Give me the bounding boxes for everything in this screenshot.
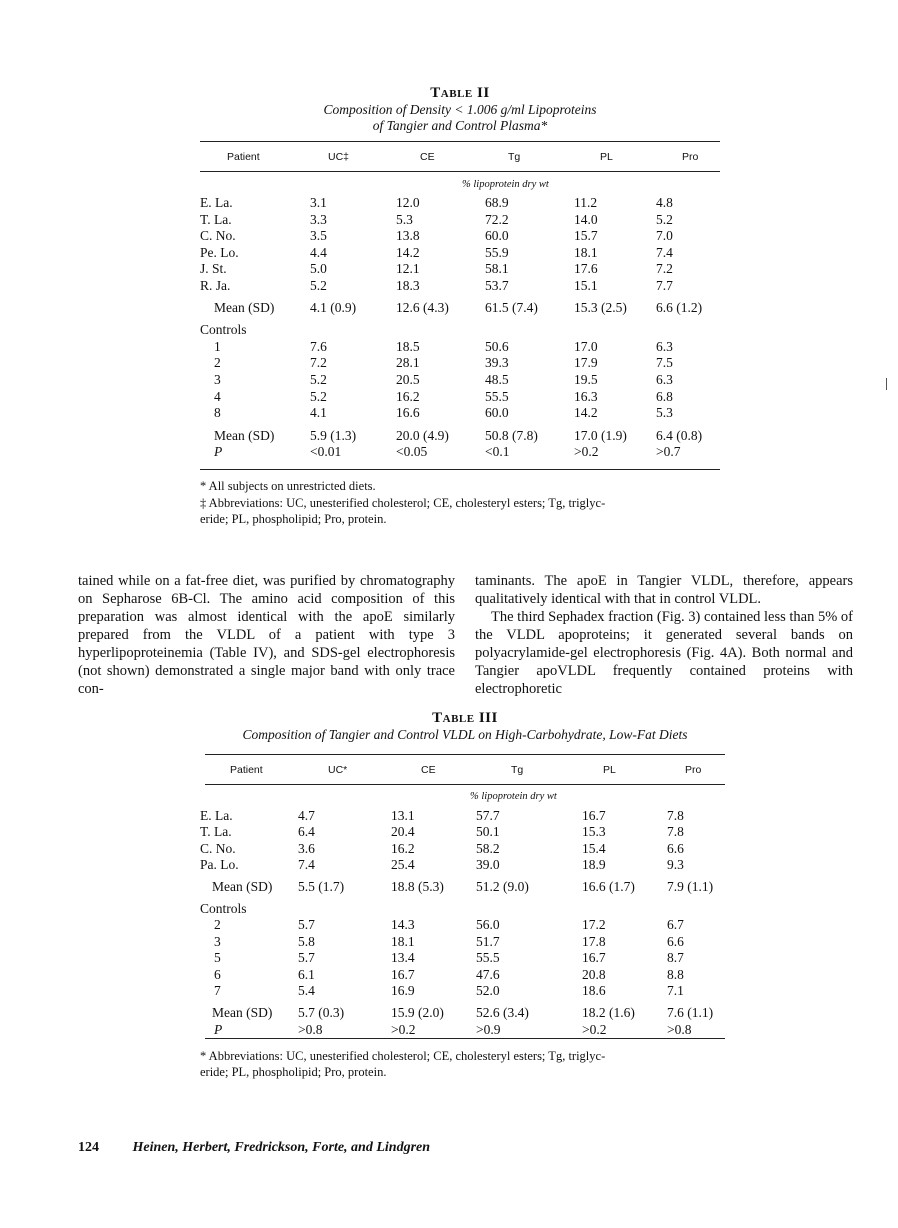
page-number: 124 (78, 1140, 99, 1155)
t3-cell: 47.6 (476, 966, 500, 982)
t3-cell: 3 (214, 933, 221, 949)
t2-cell: 3 (214, 372, 221, 387)
t3-cell: P (214, 1021, 223, 1037)
t2-row (200, 355, 720, 371)
t2-cell: 55.9 (485, 244, 509, 260)
t3-cell: Mean (SD) (212, 878, 273, 894)
t3-cell: 13.4 (391, 950, 415, 966)
t2-cell: 5.3 (656, 405, 673, 421)
t2-cell: 5.9 (1.3) (310, 427, 357, 443)
body-right-paragraph-2: The third Sephadex fraction (Fig. 3) contained less than 5% of the VLDL apoproteins; it generated several bands on polyacrylamide-gel electrophoresis (Fig. 4A). Both normal and Tangier apoVLDL frequently contained proteins with electrophoretic (475, 609, 853, 697)
t3-cell: 51.2 (9.0) (476, 878, 529, 894)
table-2-footnote-1: * All subjects on unrestricted diets. (200, 479, 376, 493)
table-2-top-rule (200, 141, 720, 142)
t2-cell: 39.3 (485, 355, 509, 371)
t2-cell: 61.5 (7.4) (485, 299, 538, 315)
t3-cell: 6.1 (298, 966, 315, 982)
t2-cell: 4.1 (0.9) (310, 299, 357, 315)
t2-cell: 19.5 (574, 372, 598, 387)
t3-cell: 58.2 (476, 840, 500, 856)
t2-cell: J. St. (200, 261, 227, 277)
t2-cell: 7.5 (656, 355, 673, 371)
t3-cell: 16.9 (391, 983, 415, 998)
t3-cell: >0.9 (476, 1021, 501, 1037)
t2-cell: 68.9 (485, 195, 509, 210)
t2-cell: 6.3 (656, 338, 673, 354)
t2-cell: 5.2 (310, 278, 327, 293)
t2-cell: 55.5 (485, 388, 509, 404)
t3-cell: 52.0 (476, 983, 500, 998)
t2-cell: 58.1 (485, 261, 509, 277)
t3-cell: 16.7 (582, 808, 606, 823)
table-3-header-tg: Tg (511, 764, 524, 776)
t2-cell: 17.6 (574, 261, 598, 277)
t2-cell: 72.2 (485, 211, 509, 227)
t2-row (200, 245, 720, 261)
t3-cell: 8.7 (667, 950, 684, 966)
t2-cell: 14.2 (396, 244, 420, 260)
t2-cell: 4.8 (656, 195, 673, 210)
t2-cell: 18.3 (396, 278, 420, 293)
body-right-column (475, 572, 853, 698)
t3-row (200, 824, 725, 840)
t2-cell: R. Ja. (200, 278, 231, 293)
t3-cell: 6.4 (298, 824, 315, 840)
t2-cell: 17.0 (1.9) (574, 427, 627, 443)
t2-cell: 53.7 (485, 278, 509, 293)
table-2-caption-line-2: of Tangier and Control Plasma* (372, 118, 548, 133)
t2-cell: 13.8 (396, 228, 420, 244)
t2-cell: 6.4 (0.8) (656, 427, 703, 443)
t3-cell: 39.0 (476, 857, 500, 873)
t2-cell: Pe. Lo. (200, 244, 239, 260)
body-right-paragraph-1: taminants. The apoE in Tangier VLDL, therefore, appears qualitatively identical with that in control VLDL. (475, 573, 853, 607)
table-3-bottom-rule (205, 1038, 725, 1039)
t3-cell: 6.6 (667, 840, 684, 856)
t2-cell: 14.2 (574, 405, 598, 421)
table-2-caption-line-1: Composition of Density < 1.006 g/ml Lipoproteins (323, 102, 597, 117)
t2-cell: 16.3 (574, 388, 598, 404)
t2-cell: 20.0 (4.9) (396, 427, 449, 443)
table-2-header-pro: Pro (682, 151, 699, 163)
t3-cell: 3.6 (298, 840, 315, 856)
t3-cell: C. No. (200, 840, 236, 856)
table-2-header-pl: PL (600, 151, 613, 163)
t2-row (200, 300, 720, 316)
t3-row (205, 917, 725, 933)
t2-cell: 6.6 (1.2) (656, 299, 703, 315)
t2-cell: 18.5 (396, 338, 420, 354)
t2-cell: 60.0 (485, 405, 509, 421)
t3-row (200, 857, 725, 873)
table-2-header-uc: UC‡ (328, 151, 350, 163)
t2-row (200, 195, 720, 211)
t3-cell: >0.2 (582, 1021, 607, 1037)
t3-cell: Pa. Lo. (200, 857, 239, 873)
t2-row (200, 322, 720, 338)
t2-cell: 60.0 (485, 228, 509, 244)
t3-cell: 6.6 (667, 933, 684, 949)
t2-cell: 2 (214, 355, 221, 371)
t3-cell: 13.1 (391, 808, 415, 823)
t2-cell: 8 (214, 405, 221, 421)
t3-cell: 15.9 (2.0) (391, 1005, 444, 1021)
t3-cell: 25.4 (391, 857, 415, 873)
table-2 (200, 85, 720, 530)
t2-cell: 4.4 (310, 244, 327, 260)
t3-cell: >0.8 (298, 1021, 323, 1037)
t2-cell: >0.7 (656, 444, 681, 460)
t3-cell: 52.6 (3.4) (476, 1005, 529, 1021)
table-2-label: Table II (430, 85, 490, 101)
t3-cell: 5.7 (0.3) (298, 1005, 345, 1021)
t3-cell: 16.2 (391, 840, 415, 856)
table-3-footnote-line-1: * Abbreviations: UC, unesterified cholesterol; CE, cholesteryl esters; Tg, triglyc- (200, 1049, 606, 1063)
t3-cell: 4.7 (298, 808, 315, 823)
t3-cell: 6.7 (667, 917, 684, 933)
t3-cell: 18.2 (1.6) (582, 1005, 635, 1021)
table-3-header-uc: UC* (328, 764, 348, 776)
margin-mark (886, 378, 887, 390)
t3-cell: Controls (200, 901, 247, 916)
t3-row (205, 1005, 725, 1021)
table-2-unit: % lipoprotein dry wt (462, 179, 549, 190)
t3-cell: 7.6 (1.1) (667, 1005, 714, 1021)
t2-cell: <0.01 (310, 444, 342, 460)
t2-row (200, 212, 720, 228)
t2-cell: 50.6 (485, 338, 509, 354)
table-3-caption-line-1: Composition of Tangier and Control VLDL on High-Carbohydrate, Low-Fat Diets (242, 727, 688, 742)
t3-cell: 57.7 (476, 808, 500, 823)
t3-row (205, 879, 725, 895)
t3-cell: 18.1 (391, 933, 415, 949)
table-3 (200, 710, 725, 1090)
t2-cell: 3.5 (310, 228, 327, 244)
t3-cell: 9.3 (667, 857, 684, 873)
t3-row (205, 950, 725, 966)
t2-row (200, 372, 720, 388)
t3-cell: 18.6 (582, 983, 606, 998)
t2-cell: P (214, 444, 223, 460)
t2-cell: 5.2 (310, 372, 327, 387)
table-2-footnote-2-line-1: ‡ Abbreviations: UC, unesterified cholesterol; CE, cholesteryl esters; Tg, triglyc- (200, 496, 606, 510)
t3-cell: 17.8 (582, 933, 606, 949)
t2-row (200, 389, 720, 405)
t3-cell: 20.8 (582, 966, 606, 982)
t3-cell: >0.8 (667, 1021, 692, 1037)
t3-cell: 7.1 (667, 983, 684, 998)
t3-cell: 5 (214, 950, 221, 966)
table-3-top-rule (205, 754, 725, 755)
t2-cell: 11.2 (574, 195, 598, 210)
t2-cell: 12.0 (396, 195, 420, 210)
t3-cell: 55.5 (476, 950, 500, 966)
t3-cell: >0.2 (391, 1021, 416, 1037)
table-2-header-tg: Tg (508, 151, 521, 163)
t3-cell: 56.0 (476, 917, 500, 933)
t2-row (200, 339, 720, 355)
t2-row (200, 444, 720, 460)
t2-cell: 5.3 (396, 211, 413, 227)
t3-cell: 51.7 (476, 933, 500, 949)
table-3-header-ce: CE (421, 764, 436, 776)
t2-cell: 12.1 (396, 261, 420, 277)
t2-cell: 7.0 (656, 228, 673, 244)
page-footer (78, 1140, 430, 1156)
t2-cell: 7.2 (656, 261, 673, 277)
t3-cell: 18.9 (582, 857, 606, 873)
t3-row (200, 808, 725, 824)
t2-cell: 15.3 (2.5) (574, 299, 627, 315)
t3-cell: 50.1 (476, 824, 500, 840)
t2-row (200, 228, 720, 244)
table-3-header-pro: Pro (685, 764, 702, 776)
t3-cell: 15.3 (582, 824, 606, 840)
t2-cell: 3.3 (310, 211, 327, 227)
t2-row (200, 278, 720, 294)
t2-cell: 5.2 (310, 388, 327, 404)
t3-cell: 5.7 (298, 917, 315, 933)
t2-cell: T. La. (200, 211, 232, 227)
t2-cell: 6.3 (656, 372, 673, 387)
table-3-unit: % lipoprotein dry wt (470, 791, 557, 802)
body-left-paragraph: tained while on a fat-free diet, was purified by chromatography on Sepharose 6B-Cl. The amino acid composition of this preparation was almost identical with the apoE similarly prepared from the VLDL of a patient with type 3 hyperlipoproteinemia (Table IV), and SDS-gel electrophoresis (not shown) demonstrated a single major band with only trace con- (78, 573, 455, 697)
t3-cell: E. La. (200, 808, 233, 823)
t3-cell: 7 (214, 983, 221, 998)
t2-cell: 28.1 (396, 355, 420, 371)
t2-cell: 4.1 (310, 405, 327, 421)
t3-cell: Mean (SD) (212, 1005, 273, 1021)
table-3-header-pl: PL (603, 764, 616, 776)
t3-cell: 7.8 (667, 824, 684, 840)
t2-cell: 7.4 (656, 244, 673, 260)
t3-row (205, 967, 725, 983)
table-3-label: Table III (432, 710, 498, 726)
t3-cell: 2 (214, 917, 221, 933)
t2-cell: 16.6 (396, 405, 420, 421)
t2-cell: Controls (200, 322, 247, 338)
t2-cell: 15.7 (574, 228, 598, 244)
t3-row (205, 1022, 725, 1038)
table-2-footnote-2-line-2: eride; PL, phospholipid; Pro, protein. (200, 512, 387, 526)
t2-cell: 12.6 (4.3) (396, 299, 449, 315)
t2-cell: 15.1 (574, 278, 598, 293)
table-3-footnote-line-2: eride; PL, phospholipid; Pro, protein. (200, 1065, 387, 1079)
t2-cell: 5.2 (656, 211, 673, 227)
t3-row (205, 934, 725, 950)
t2-cell: Mean (SD) (214, 299, 275, 315)
t3-cell: 5.5 (1.7) (298, 878, 345, 894)
t2-cell: 50.8 (7.8) (485, 427, 538, 443)
table-2-header-rule (200, 171, 720, 172)
table-2-bottom-rule (200, 469, 720, 470)
t2-cell: 5.0 (310, 261, 327, 277)
t3-cell: 18.8 (5.3) (391, 878, 444, 894)
t3-cell: 7.8 (667, 808, 684, 823)
t3-cell: 7.4 (298, 857, 315, 873)
t2-cell: <0.1 (485, 444, 510, 460)
t2-cell: 4 (214, 388, 221, 404)
t2-cell: <0.05 (396, 444, 428, 460)
t2-cell: 6.8 (656, 388, 673, 404)
table-2-header-ce: CE (420, 151, 435, 163)
table-3-header-rule (205, 784, 725, 785)
t2-cell: 3.1 (310, 195, 327, 210)
table-3-header-patient: Patient (230, 764, 263, 776)
t3-row (205, 983, 725, 999)
t2-cell: >0.2 (574, 444, 599, 460)
t2-cell: 14.0 (574, 211, 598, 227)
t2-cell: 20.5 (396, 372, 420, 387)
t2-row (200, 428, 720, 444)
t2-row (200, 405, 720, 421)
t2-cell: E. La. (200, 195, 233, 210)
t2-cell: 7.6 (310, 338, 327, 354)
t2-cell: 48.5 (485, 372, 509, 387)
t3-cell: 8.8 (667, 966, 684, 982)
t3-cell: 6 (214, 966, 221, 982)
t3-row (200, 901, 725, 917)
t2-cell: 18.1 (574, 244, 598, 260)
t2-cell: 7.7 (656, 278, 673, 293)
t2-cell: C. No. (200, 228, 236, 244)
t3-cell: 16.6 (1.7) (582, 878, 635, 894)
t3-cell: 5.8 (298, 933, 315, 949)
t2-row (200, 261, 720, 277)
table-2-header-patient: Patient (227, 151, 260, 163)
t3-cell: 16.7 (582, 950, 606, 966)
t3-cell: 16.7 (391, 966, 415, 982)
t3-cell: 20.4 (391, 824, 415, 840)
t3-cell: 17.2 (582, 917, 606, 933)
t3-cell: 7.9 (1.1) (667, 878, 714, 894)
t2-cell: 1 (214, 338, 221, 354)
t3-cell: 15.4 (582, 840, 606, 856)
t3-cell: 14.3 (391, 917, 415, 933)
t2-cell: 16.2 (396, 388, 420, 404)
t3-cell: T. La. (200, 824, 232, 840)
t3-cell: 5.7 (298, 950, 315, 966)
t3-row (200, 840, 725, 857)
t2-cell: 17.9 (574, 355, 598, 371)
footer-authors: Heinen, Herbert, Fredrickson, Forte, and Lindgren (132, 1140, 431, 1155)
t2-cell: 17.0 (574, 338, 598, 354)
t2-cell: Mean (SD) (214, 427, 275, 443)
body-left-column (78, 572, 455, 698)
t3-cell: 5.4 (298, 983, 315, 998)
t2-cell: 7.2 (310, 355, 327, 371)
